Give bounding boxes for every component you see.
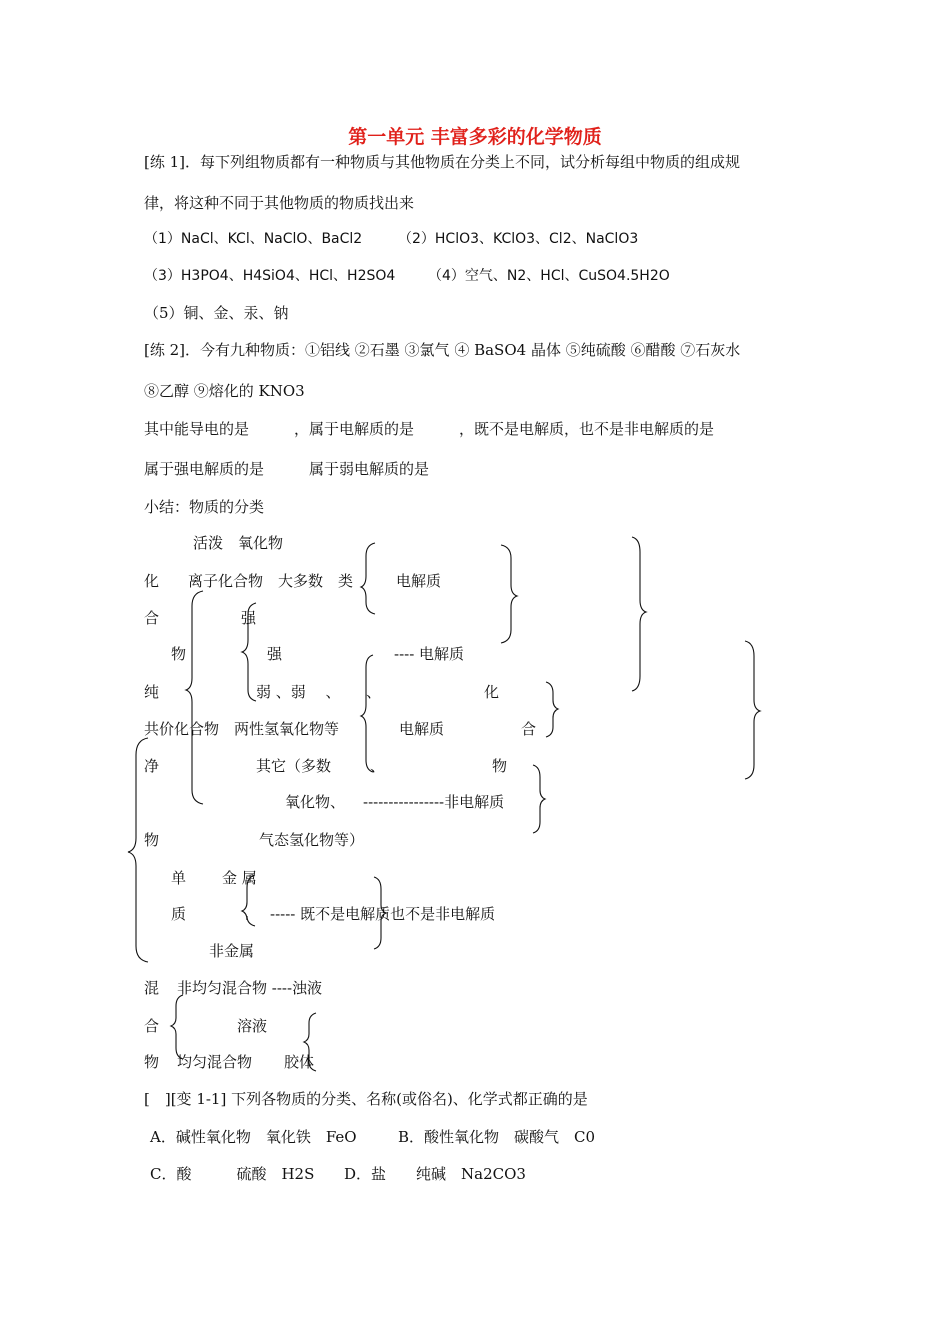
exercise-1-prompt: [练 1]．每下列组物质都有一种物质与其他物质在分类上不同，试分析每组中物质的组成规 (144, 153, 741, 171)
diagram-label: 合 (144, 1017, 160, 1035)
diagram-label: 物 (492, 757, 508, 775)
diagram-label: 、 (370, 757, 386, 775)
diagram-label: 净 (144, 757, 160, 775)
variant-question: [ ][变 1-1] 下列各物质的分类、名称(或俗名)、化学式都正确的是 (144, 1090, 588, 1108)
diagram-label: 氧化物、 (285, 793, 346, 811)
option-c: C．酸 硫酸 H2S (150, 1165, 315, 1183)
diagram-label: ----------------非电解质 (363, 793, 505, 811)
diagram-label: 其它（多数 (256, 757, 332, 775)
diagram-label: 非均匀混合物 ----浊液 (177, 979, 323, 997)
diagram-label: ----- 既不是电解质也不是非电解质 (270, 905, 496, 923)
exercise-2-prompt-cont: ⑧乙醇 ⑨熔化的 KNO3 (144, 382, 305, 400)
exercise-1-group-3: （3）H3PO4、H4SiO4、HCl、H2SO4 (144, 268, 396, 284)
diagram-label: 共价化合物 两性氢氧化物等 (144, 720, 340, 738)
exercise-1-group-4: （4）空气、N2、HCl、CuSO4.5H2O (428, 268, 670, 284)
brace-left-homogeneous (304, 1013, 316, 1071)
brace-right-weak (546, 682, 558, 737)
diagram-label: 、 (366, 683, 382, 701)
diagram-label: 均匀混合物 (177, 1053, 253, 1071)
diagram-label: 纯 (144, 683, 160, 701)
exercise-1-group-5: （5）铜、金、汞、钠 (144, 304, 289, 322)
diagram-label: 强 (267, 645, 283, 663)
exercise-1-group-1: （1）NaCl、KCl、NaClO、BaCl2 (144, 231, 363, 247)
brace-right-compound-upper (632, 537, 646, 691)
diagram-label: 电解质 (396, 572, 442, 590)
summary-heading: 小结：物质的分类 (144, 498, 265, 516)
diagram-label: 化 (484, 683, 500, 701)
brace-left-mixture (171, 995, 183, 1059)
brace-right-neither (374, 877, 386, 949)
diagram-label: 溶液 (237, 1017, 268, 1035)
brace-left-compound (186, 591, 203, 804)
diagram-label: 混 (144, 979, 160, 997)
diagram-label: 化 (144, 572, 160, 590)
diagram-label: 电解质 (399, 720, 445, 738)
page-title: 第一单元 丰富多彩的化学物质 (348, 126, 602, 148)
exercise-1-prompt-cont: 律，将这种不同于其他物质的物质找出来 (144, 194, 415, 212)
diagram-label: 物 (144, 1053, 160, 1071)
brace-left-weak (361, 655, 373, 772)
diagram-label: 金 属 (222, 869, 257, 887)
brace-right-compound-lower (745, 641, 760, 779)
diagram-label: 非金属 (209, 942, 255, 960)
option-a: A．碱性氧化物 氧化铁 FeO (150, 1128, 357, 1146)
diagram-label: 物 (144, 831, 160, 849)
diagram-label: ---- 电解质 (394, 645, 465, 663)
diagram-label: 活泼 氧化物 (193, 534, 284, 552)
diagram-label: 弱 、弱 、 (256, 683, 341, 701)
exercise-2-prompt: [练 2]．今有九种物质：①铝线 ②石墨 ③氯气 ④ BaSO4 晶体 ⑤纯硫酸 ⑥醋酸 ⑦石灰水 (144, 341, 741, 359)
diagram-label: 质 (171, 905, 187, 923)
option-d: D．盐 纯碱 Na2CO3 (344, 1165, 526, 1183)
diagram-label: 强 (241, 609, 257, 627)
brace-right-electrolyte (501, 545, 517, 643)
exercise-1-group-2: （2）HClO3、KClO3、Cl2、NaClO3 (398, 231, 639, 247)
option-b: B．酸性氧化物 碳酸气 C0 (398, 1128, 596, 1146)
brace-left-electrolyte (361, 543, 375, 614)
brace-left-pure-substance (128, 738, 148, 962)
diagram-label: 合 (144, 609, 160, 627)
diagram-label: 单 (171, 869, 187, 887)
diagram-label: 物 (171, 645, 187, 663)
diagram-label: 合 (521, 720, 537, 738)
brace-left-strong (242, 603, 256, 701)
diagram-label: 胶体 (284, 1053, 315, 1071)
diagram-label: 离子化合物 大多数 类 (188, 572, 354, 590)
diagram-label: 气态氢化物等） (259, 831, 365, 849)
brace-left-element (242, 875, 255, 926)
exercise-2-question-2: 属于强电解质的是 属于弱电解质的是 (144, 460, 430, 478)
brace-right-nonelectrolyte (533, 765, 545, 833)
exercise-2-question-1: 其中能导电的是 ，属于电解质的是 ，既不是电解质，也不是非电解质的是 (144, 420, 715, 438)
